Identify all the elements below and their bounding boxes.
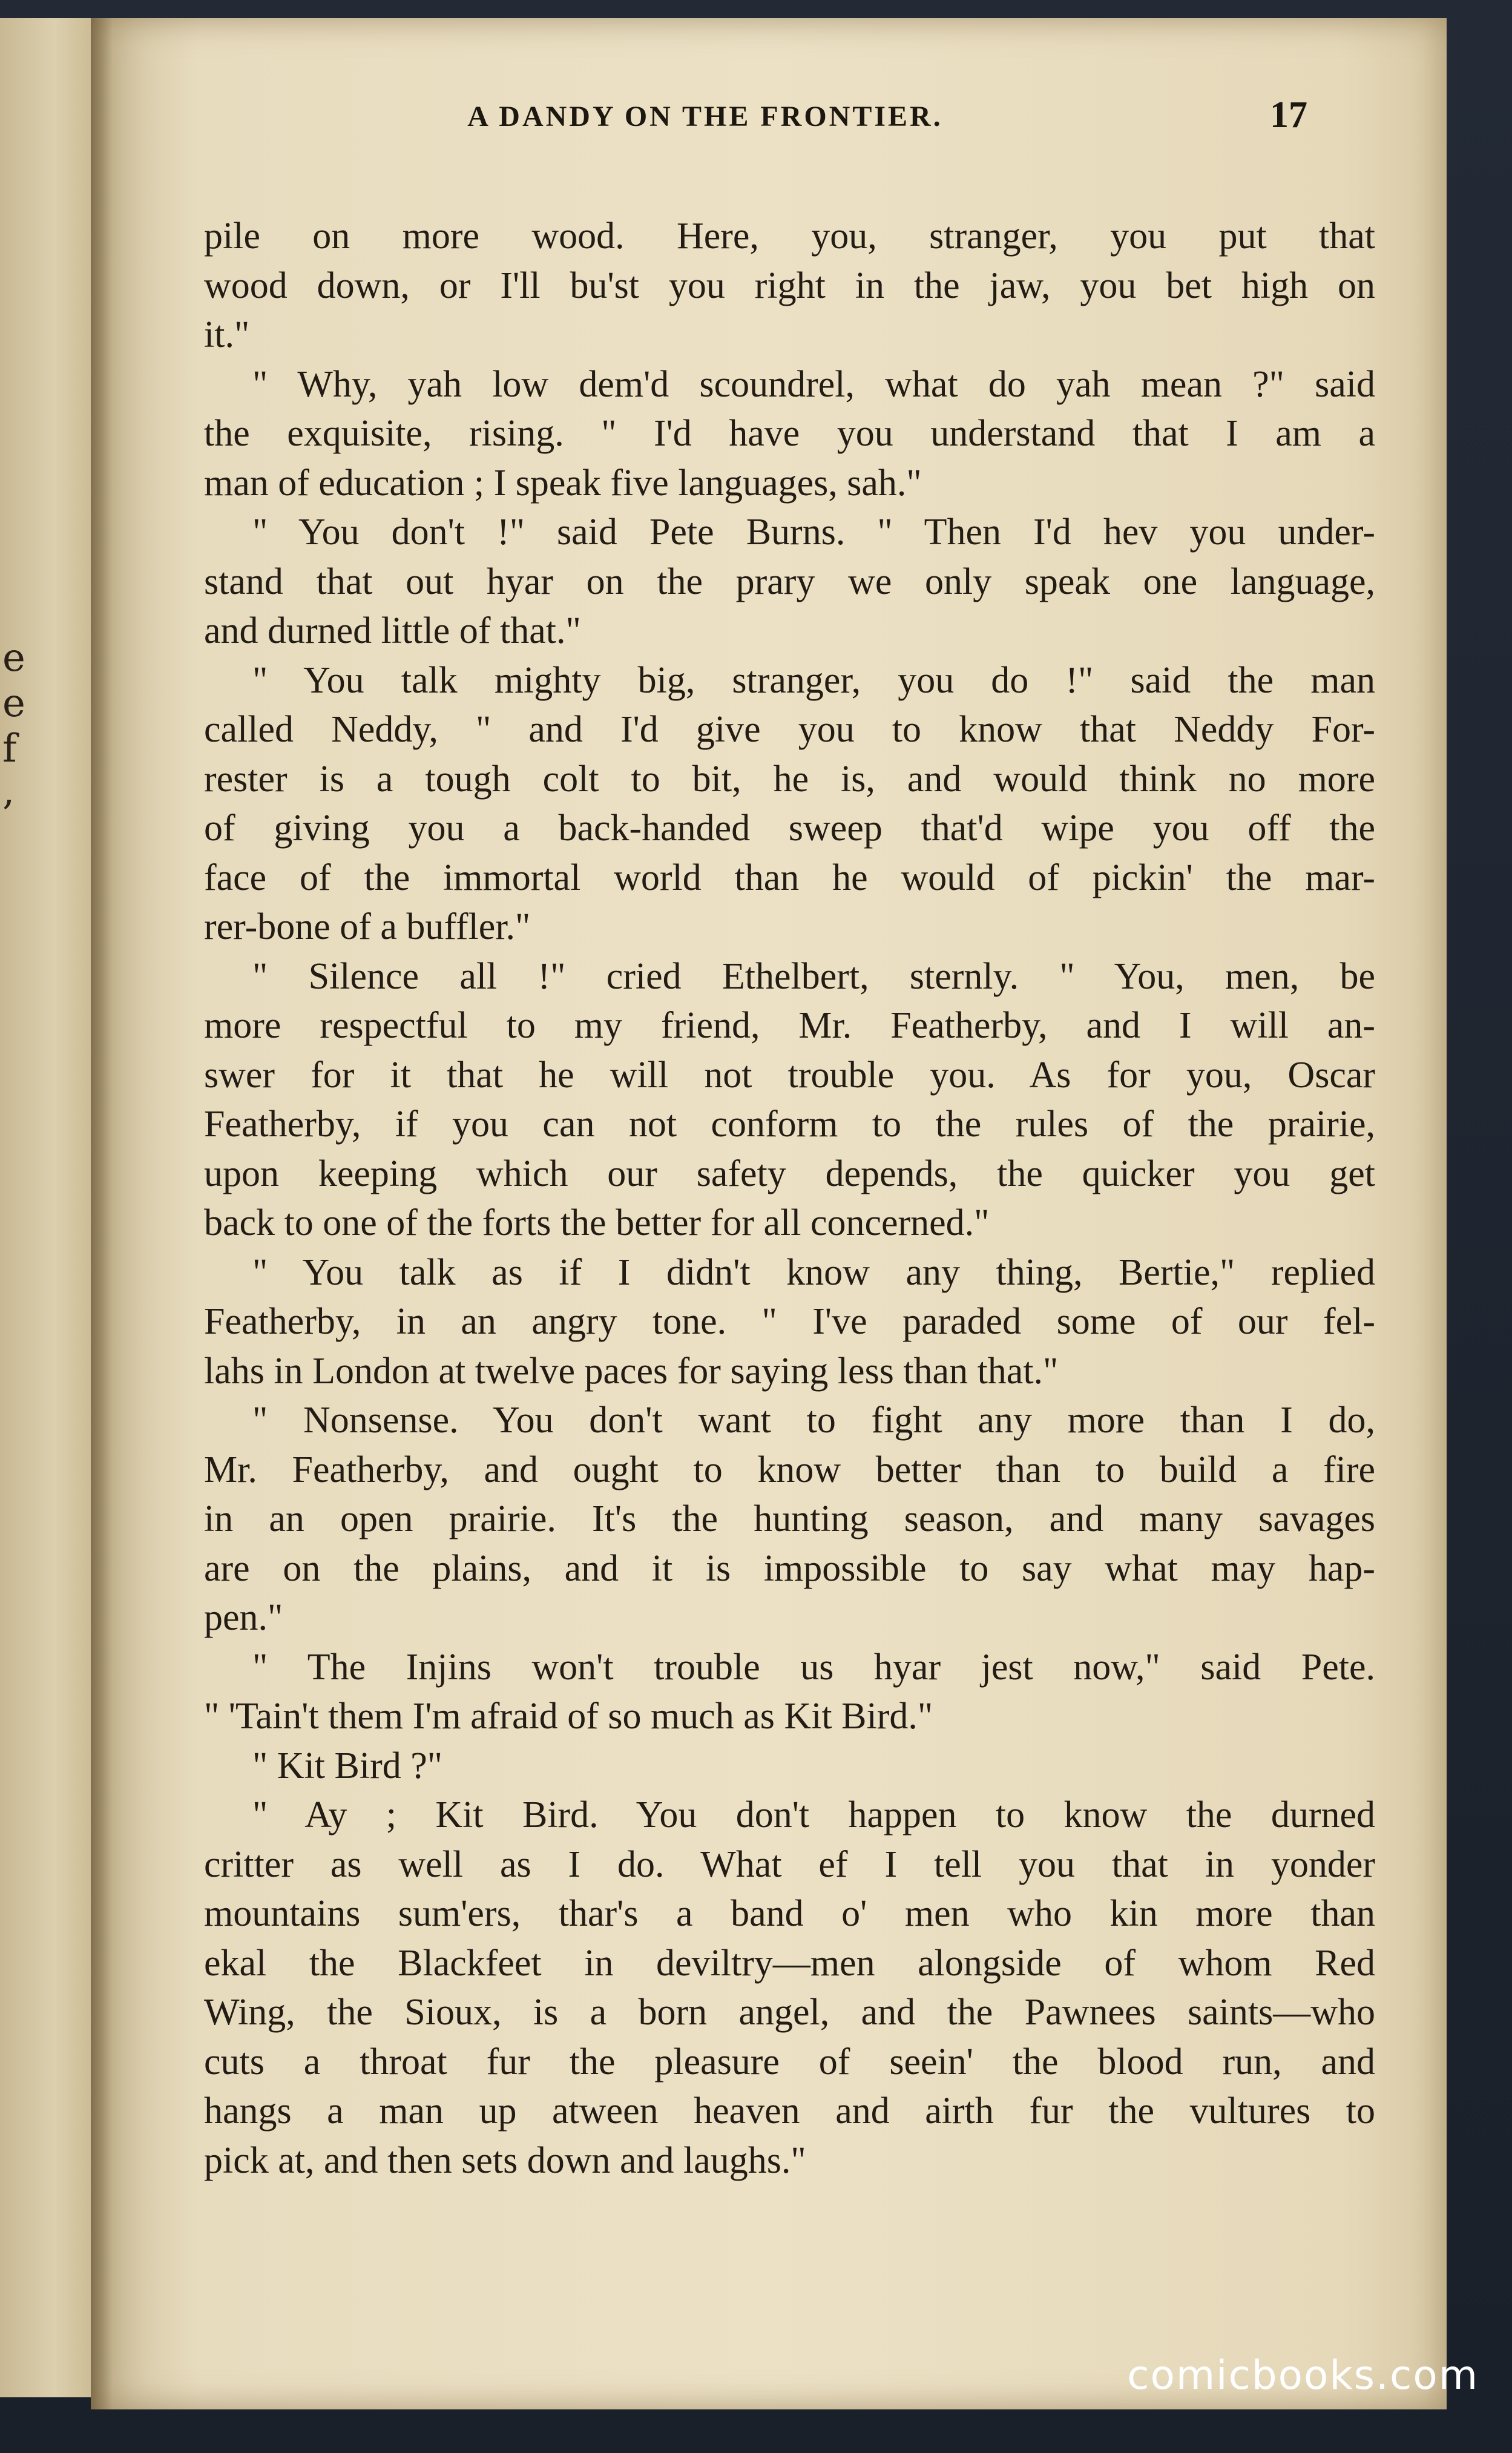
text-line: " The Injins won't trouble us hyar jest now," said Pete. — [252, 1646, 1375, 1688]
text-line: " You talk mighty big, stranger, you do !" said the man — [252, 659, 1375, 701]
text-line: cuts a throat fur the pleasure of seein' the blood run, and — [204, 2041, 1375, 2083]
watermark: comicbooks.com — [1127, 2352, 1479, 2399]
text-line: " 'Tain't them I'm afraid of so much as Kit Bird." — [204, 1696, 933, 1737]
text-line: it." — [204, 314, 250, 355]
facing-page-fragment: f — [2, 726, 17, 771]
text-line: in an open prairie. It's the hunting season, and many savages — [204, 1498, 1375, 1539]
text-line: Featherby, if you can not conform to the rules of the prairie, — [204, 1104, 1375, 1145]
facing-page-fragment: e — [2, 636, 25, 680]
text-line: pen." — [204, 1597, 283, 1638]
running-head-title: A DANDY ON THE FRONTIER. — [467, 100, 943, 133]
text-line: pick at, and then sets down and laughs." — [204, 2139, 806, 2181]
text-line: rer-bone of a buffler." — [204, 906, 531, 947]
text-line: more respectful to my friend, Mr. Featherby, and I will an- — [204, 1005, 1375, 1046]
text-line: wood down, or I'll bu'st you right in the jaw, you bet high on — [204, 265, 1375, 306]
text-line: pile on more wood. Here, you, stranger, you put that — [204, 216, 1375, 257]
text-line: face of the immortal world than he would of pickin' the mar- — [204, 857, 1375, 898]
facing-page-edge — [0, 18, 91, 2397]
facing-page-fragment: e — [2, 681, 25, 726]
text-line: " You talk as if I didn't know any thing, Bertie," replied — [252, 1251, 1375, 1293]
running-head — [115, 94, 1307, 142]
text-line: the exquisite, rising. " I'd have you understand that I am a — [204, 413, 1375, 454]
text-line: " Ay ; Kit Bird. You don't happen to know the durned — [252, 1794, 1375, 1836]
text-line: ekal the Blackfeet in deviltry—men alongside of whom Red — [204, 1942, 1375, 1984]
text-line: rester is a tough colt to bit, he is, and would think no more — [204, 758, 1375, 800]
text-line: of giving you a back-handed sweep that'd wipe you off the — [204, 808, 1375, 849]
facing-page-fragment: , — [2, 769, 15, 814]
text-line: swer for it that he will not trouble you. As for you, Oscar — [204, 1054, 1375, 1096]
text-line: back to one of the forts the better for all concerned." — [204, 1202, 990, 1243]
text-line: Featherby, in an angry tone. " I've paraded some of our fel- — [204, 1301, 1375, 1342]
page-number: 17 — [1270, 94, 1307, 136]
text-line: man of education ; I speak five languages, sah." — [204, 462, 922, 504]
text-line: critter as well as I do. What ef I tell you that in yonder — [204, 1843, 1375, 1885]
text-line: upon keeping which our safety depends, the quicker you get — [204, 1153, 1375, 1194]
body-text — [204, 212, 1375, 2185]
text-line: mountains sum'ers, thar's a band o' men who kin more than — [204, 1893, 1375, 1934]
text-line: called Neddy, " and I'd give you to know that Neddy For- — [204, 709, 1375, 750]
text-line: " You don't !" said Pete Burns. " Then I'd hev you under- — [252, 512, 1375, 553]
text-line: " Silence all !" cried Ethelbert, sternly. " You, men, be — [252, 955, 1375, 997]
text-line: are on the plains, and it is impossible to say what may hap- — [204, 1547, 1375, 1589]
text-line: lahs in London at twelve paces for saying less than that." — [204, 1350, 1059, 1392]
text-line: hangs a man up atween heaven and airth fur the vultures to — [204, 2090, 1375, 2132]
text-line: " Nonsense. You don't want to fight any more than I do, — [252, 1400, 1375, 1441]
text-line: " Kit Bird ?" — [252, 1745, 443, 1786]
text-line: Mr. Featherby, and ought to know better than to build a fire — [204, 1449, 1375, 1490]
text-line: Wing, the Sioux, is a born angel, and the Pawnees saints—who — [204, 1992, 1375, 2033]
book-gutter-shadow — [91, 18, 113, 2409]
text-line: " Why, yah low dem'd scoundrel, what do yah mean ?" said — [252, 363, 1375, 405]
text-line: stand that out hyar on the prary we only speak one language, — [204, 561, 1375, 602]
text-line: and durned little of that." — [204, 610, 581, 651]
